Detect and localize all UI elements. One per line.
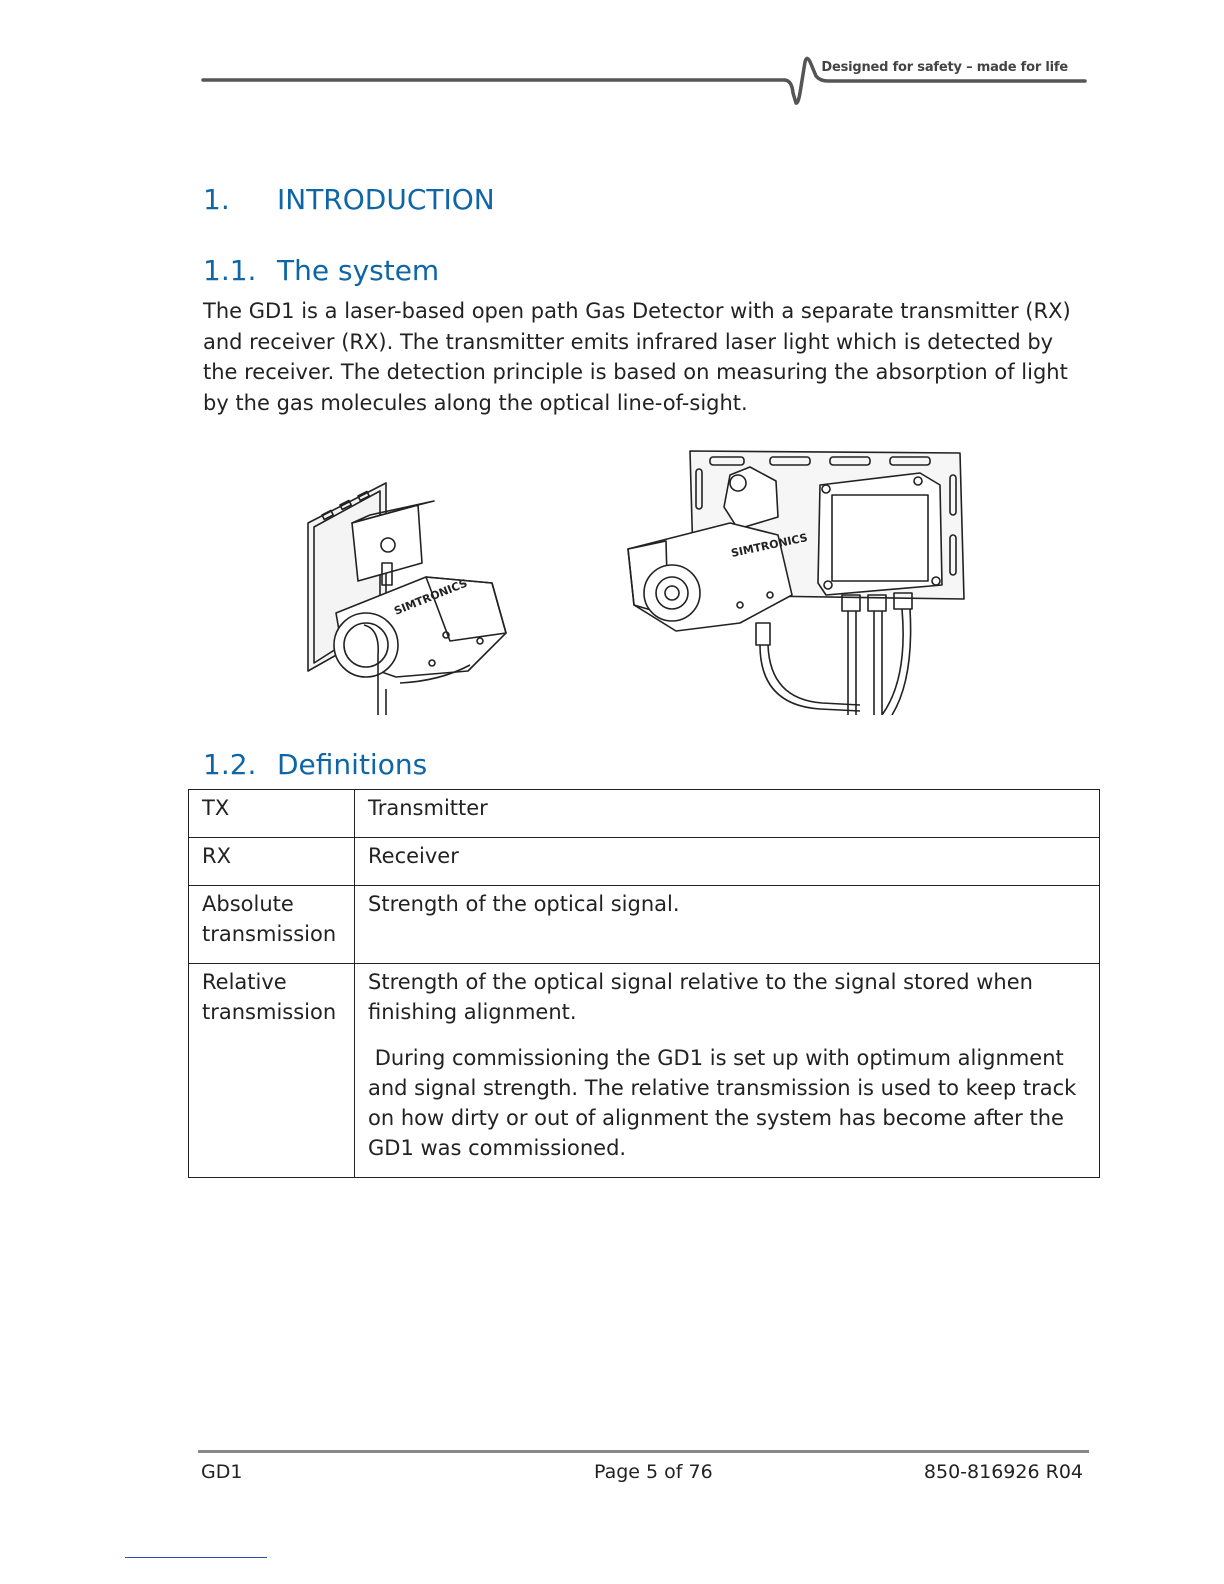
- section-title: Definitions: [277, 748, 428, 781]
- definition-cell: Strength of the optical signal.: [355, 886, 1100, 964]
- header-tagline: Designed for safety – made for life: [821, 60, 1068, 75]
- definition-cell: Transmitter: [355, 790, 1100, 838]
- section-heading-definitions: [203, 748, 427, 781]
- transmitter-unit-drawing-icon: [300, 445, 515, 715]
- section-heading-the-system: [203, 254, 439, 287]
- term-cell: TX: [189, 790, 355, 838]
- receiver-unit-drawing-icon: [620, 445, 1000, 715]
- section-number: 1.: [203, 183, 230, 216]
- term-cell: Absolute transmission: [189, 886, 355, 964]
- definition-paragraph: During commissioning the GD1 is set up with optimum alignment and signal strength. The relative transmission is used to keep track on how dirty or out of alignment the system has become after the GD1 was commissioned.: [368, 1046, 1083, 1160]
- section-heading-introduction: [203, 183, 495, 216]
- definition-cell: [355, 964, 1100, 1178]
- term-cell: RX: [189, 838, 355, 886]
- term-cell: Relative transmission: [189, 964, 355, 1178]
- footer-document-number: 850-816926 R04: [923, 1461, 1083, 1483]
- definition-cell: Receiver: [355, 838, 1100, 886]
- header-wave-rule: [200, 48, 1090, 118]
- table-row: [189, 886, 1100, 964]
- footer-product: GD1: [201, 1461, 243, 1483]
- table-row: [189, 964, 1100, 1178]
- system-description: The GD1 is a laser-based open path Gas Detector with a separate transmitter (RX) and receiver (RX). The transmitter emits infrared laser light which is detected by the receiver. The detection principle is based on measuring the absorption of light by the gas molecules along the optical line-of-sight.: [203, 299, 1071, 415]
- table-row: [189, 838, 1100, 886]
- section-number: 1.2.: [203, 748, 257, 781]
- page-header: [200, 48, 1090, 118]
- section-title: The system: [277, 254, 440, 287]
- definition-paragraph: Strength of the optical signal relative to the signal stored when finishing alignment.: [368, 970, 1033, 1024]
- section-number: 1.1.: [203, 254, 257, 287]
- definitions-table: [188, 789, 1100, 1178]
- page-footer: [198, 1450, 1089, 1489]
- brand-label: SIMTRONICS: [392, 576, 470, 618]
- brand-label: SIMTRONICS: [729, 531, 809, 560]
- table-row: [189, 790, 1100, 838]
- footer-page-number: Page 5 of 76: [594, 1461, 713, 1483]
- device-figures: [290, 445, 990, 715]
- bottom-underline-link[interactable]: [125, 1557, 267, 1558]
- section-title: INTRODUCTION: [277, 183, 495, 216]
- footer-rule: [198, 1450, 1089, 1453]
